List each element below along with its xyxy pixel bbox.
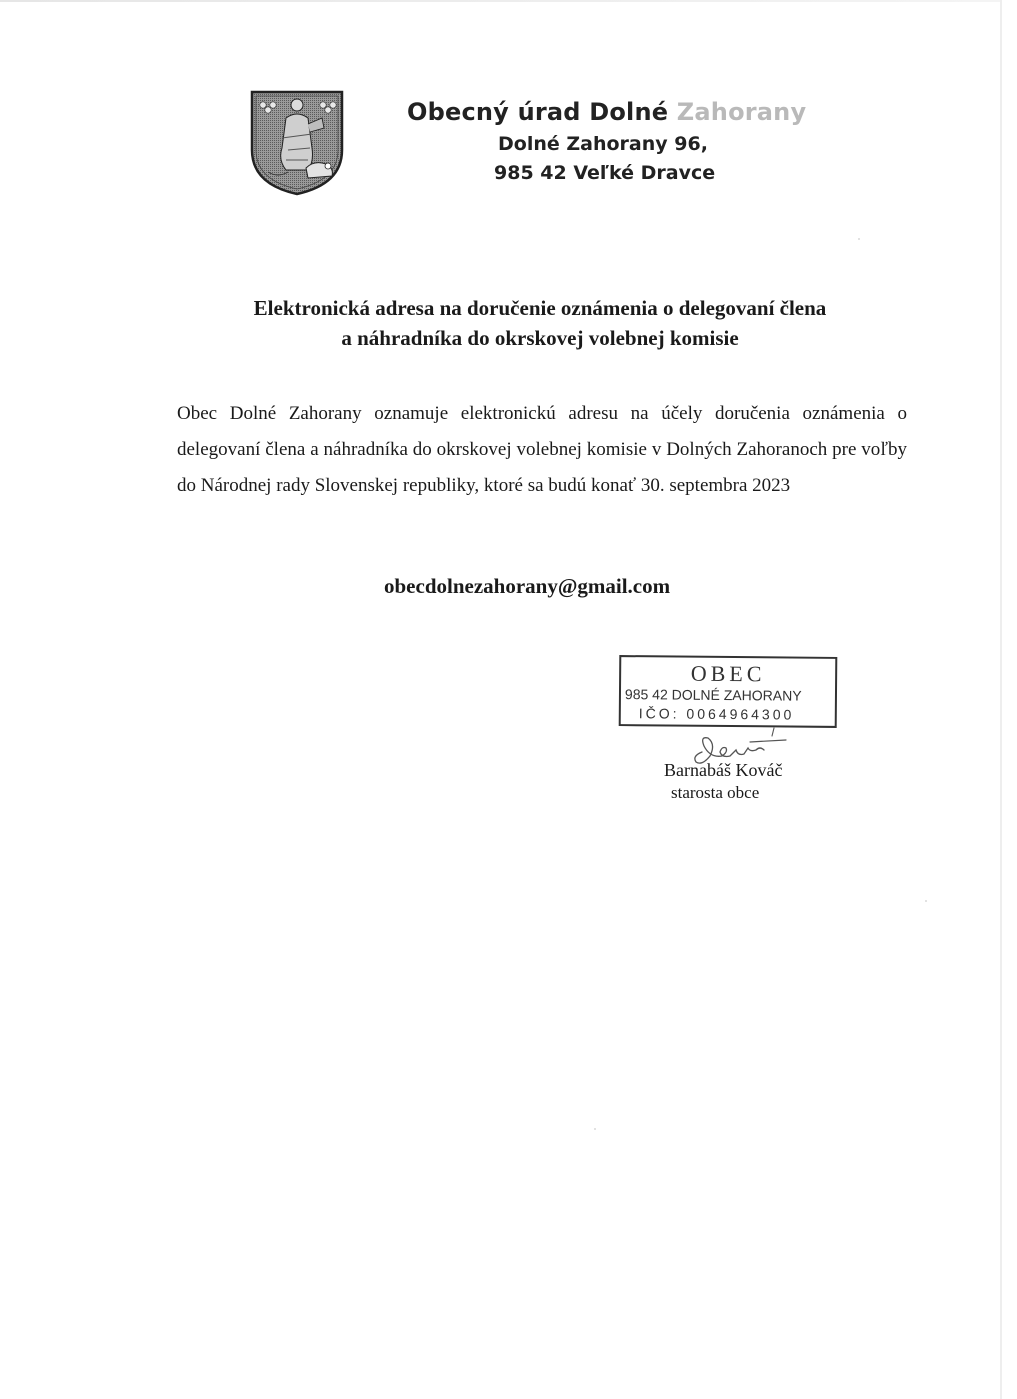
office-title-faded: Zahorany xyxy=(676,98,807,126)
scan-edge-right xyxy=(1000,0,1002,1399)
office-title xyxy=(407,98,806,126)
document-heading xyxy=(150,293,930,353)
coat-of-arms-icon xyxy=(248,88,346,198)
address-line-1: Dolné Zahorany 96, xyxy=(498,133,708,155)
stamp-line-3: IČO: 0064964300 xyxy=(638,705,795,723)
signer-name: Barnabáš Kováč xyxy=(664,760,783,780)
heading-line-2: a náhradníka do okrskovej volebnej komisie xyxy=(341,326,739,350)
body-paragraph: Obec Dolné Zahorany oznamuje elektronickú adresu na účely doručenia oznámenia o delegovaní člena a náhradníka do okrskovej volebnej komisie v Dolných Zahoranoch pre voľby do Národnej rady Slovenskej republiky, ktoré sa budú konať 30. septembra 2023 xyxy=(177,403,907,496)
stamp-line-2: 985 42 DOLNÉ ZAHORANY xyxy=(624,686,802,704)
address-line-2: 985 42 Veľké Dravce xyxy=(494,162,716,184)
stamp-line-1: OBEC xyxy=(690,660,766,687)
scan-speck xyxy=(858,238,860,240)
scan-edge-top xyxy=(0,0,1000,2)
office-title-main: Obecný úrad Dolné xyxy=(407,98,677,126)
official-stamp xyxy=(619,655,838,728)
email-address: obecdolnezahorany@gmail.com xyxy=(384,574,671,598)
heading-line-1: Elektronická adresa na doručenie oznámenia o delegovaní člena xyxy=(253,296,827,320)
signer-role: starosta obce xyxy=(671,783,760,802)
scan-speck xyxy=(594,1128,596,1130)
scan-speck xyxy=(925,900,927,902)
